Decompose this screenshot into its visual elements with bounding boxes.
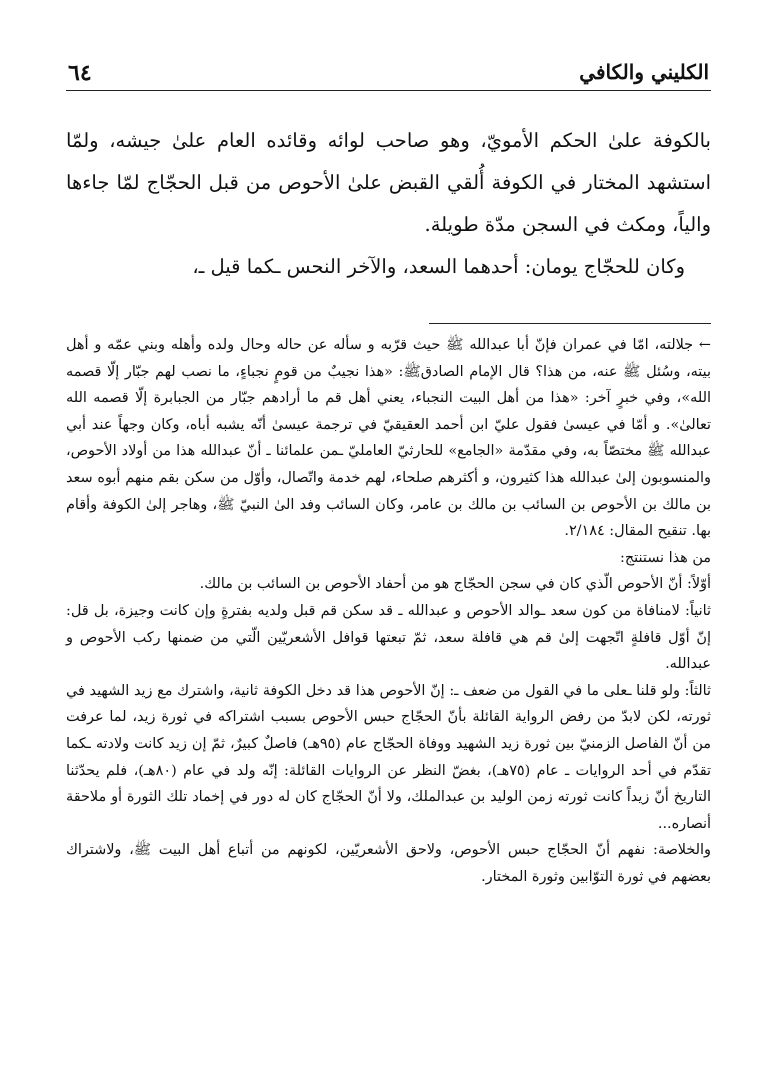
footnote-paragraph: من هذا نستنتج: <box>620 549 711 566</box>
footnote-separator <box>429 323 711 324</box>
footnotes <box>66 332 711 890</box>
running-title: الكليني والكافي <box>579 60 709 84</box>
footnote-paragraph: أوّلاً: أنّ الأحوص الّذي كان في سجن الحجّاج هو من أحفاد الأحوص بن السائب بن مالك. <box>199 576 711 593</box>
page-header <box>66 54 711 91</box>
main-text <box>66 120 711 288</box>
footnote-paragraph: والخلاصة: نفهم أنّ الحجّاج حبس الأحوص، ولاحق الأشعريّين، لكونهم من أتباع أهل البيت ﷺ، ولاشتراك بعضهم في ثورة التوّابين وثورة المختار. <box>66 842 711 885</box>
main-paragraph: بالكوفة علىٰ الحكم الأمويّ، وهو صاحب لوائه وقائده العام علىٰ جيشه، ولمّا استشهد المختار في الكوفة أُلقي القبض علىٰ الأحوص من قبل الحجّاج لمّا جاءها والياً، ومكث في السجن مدّة طويلة. <box>66 129 711 236</box>
page-number: ٦٤ <box>68 60 92 86</box>
footnote-paragraph: ثالثاً: ولو قلنا ـعلى ما في القول من ضعف ـ: إنّ الأحوص هذا قد دخل الكوفة ثانية، واشترك مع زيد الشهيد في ثورته، لكن لابدّ من رفض الرواية القائلة بأنّ الحجّاج حبس الأحوص بسبب اشتراكه في ثورة زيد، لما عرفت من أنّ الفاصل الزمنيّ بين ثورة زيد الشهيد ووفاة الحجّاج عام (٩٥هـ) فاصلٌ كبيرٌ، ثمّ إن زيد كانت ولادته ـكما تقدّم في أحد الروايات ـ عام (٧٥هـ)، بغضّ النظر عن الروايات القائلة: إنّه ولد في عام (٨٠هـ)، فلم يحدّثنا التاريخ أنّ زيداً كانت ثورته زمن الوليد بن عبدالملك، ولا أنّ الحجّاج كان له دور في إخماد تلك الثورة أو ملاحقة أنصاره... <box>66 682 711 832</box>
footnote-paragraph: ← جلالته، امّا في عمران فإنّ أبا عبدالله ﷺ حيث قرّبه و سأله عن حاله وحال ولده وأهله وبني عمّه و أهل بيته، وسُئل ﷺ عنه، من هذا؟ قال الإمام الصادقﷺ: «هذا نجيبٌ من قومٍ نجباءٍ، ما نصب لهم جبّار إلّا قصمه الله»، وفي خبرٍ آخر: «هذا من أهل البيت النجباء، يعني أهل قم ما أرادهم جبّار من الجبابرة إلّا قصمه الله تعالىٰ». و أمّا في عيسىٰ فقول عليّ ابن أحمد العقيقيّ في ترجمة عيسىٰ أنّه يشبه أباه، وكان وجهاً عند أبي عبدالله ﷺ مختصّاً به، وفي مقدّمة «الجامع» للحارثيّ العامليّ ـمن علمائنا ـ أنّ عبدالله هذا من أولاد الأحوص، والمنسوبون إلىٰ عبدالله هذا كثيرون، و أكثرهم صلحاء، لهم خدمة واتّصال، وأوّل من سكن بقم منهم أبوه سعد بن مالك بن الأحوص بن السائب بن مالك بن عامر، وكان السائب وفد الىٰ النبيّ ﷺ، وهاجر إلىٰ الكوفة وأقام بها. تنقيح المقال: ٢/١٨٤. <box>66 337 711 540</box>
footnote-paragraph: ثانياً: لامنافاة من كون سعد ـوالد الأحوص و عبدالله ـ قد سكن قم قبل ولديه بفترةٍ وإن كانت وجيزة، بل قل: إنّ أوّل قافلةٍ اتّجهت إلىٰ قم هي قافلة سعد، ثمّ تبعتها قوافل الأشعريّين الّتي من ضمنها ركب الأحوص و عبدالله. <box>66 602 711 673</box>
main-paragraph: وكان للحجّاج يومان: أحدهما السعد، والآخر النحس ـكما قيل ـ، <box>192 255 685 278</box>
